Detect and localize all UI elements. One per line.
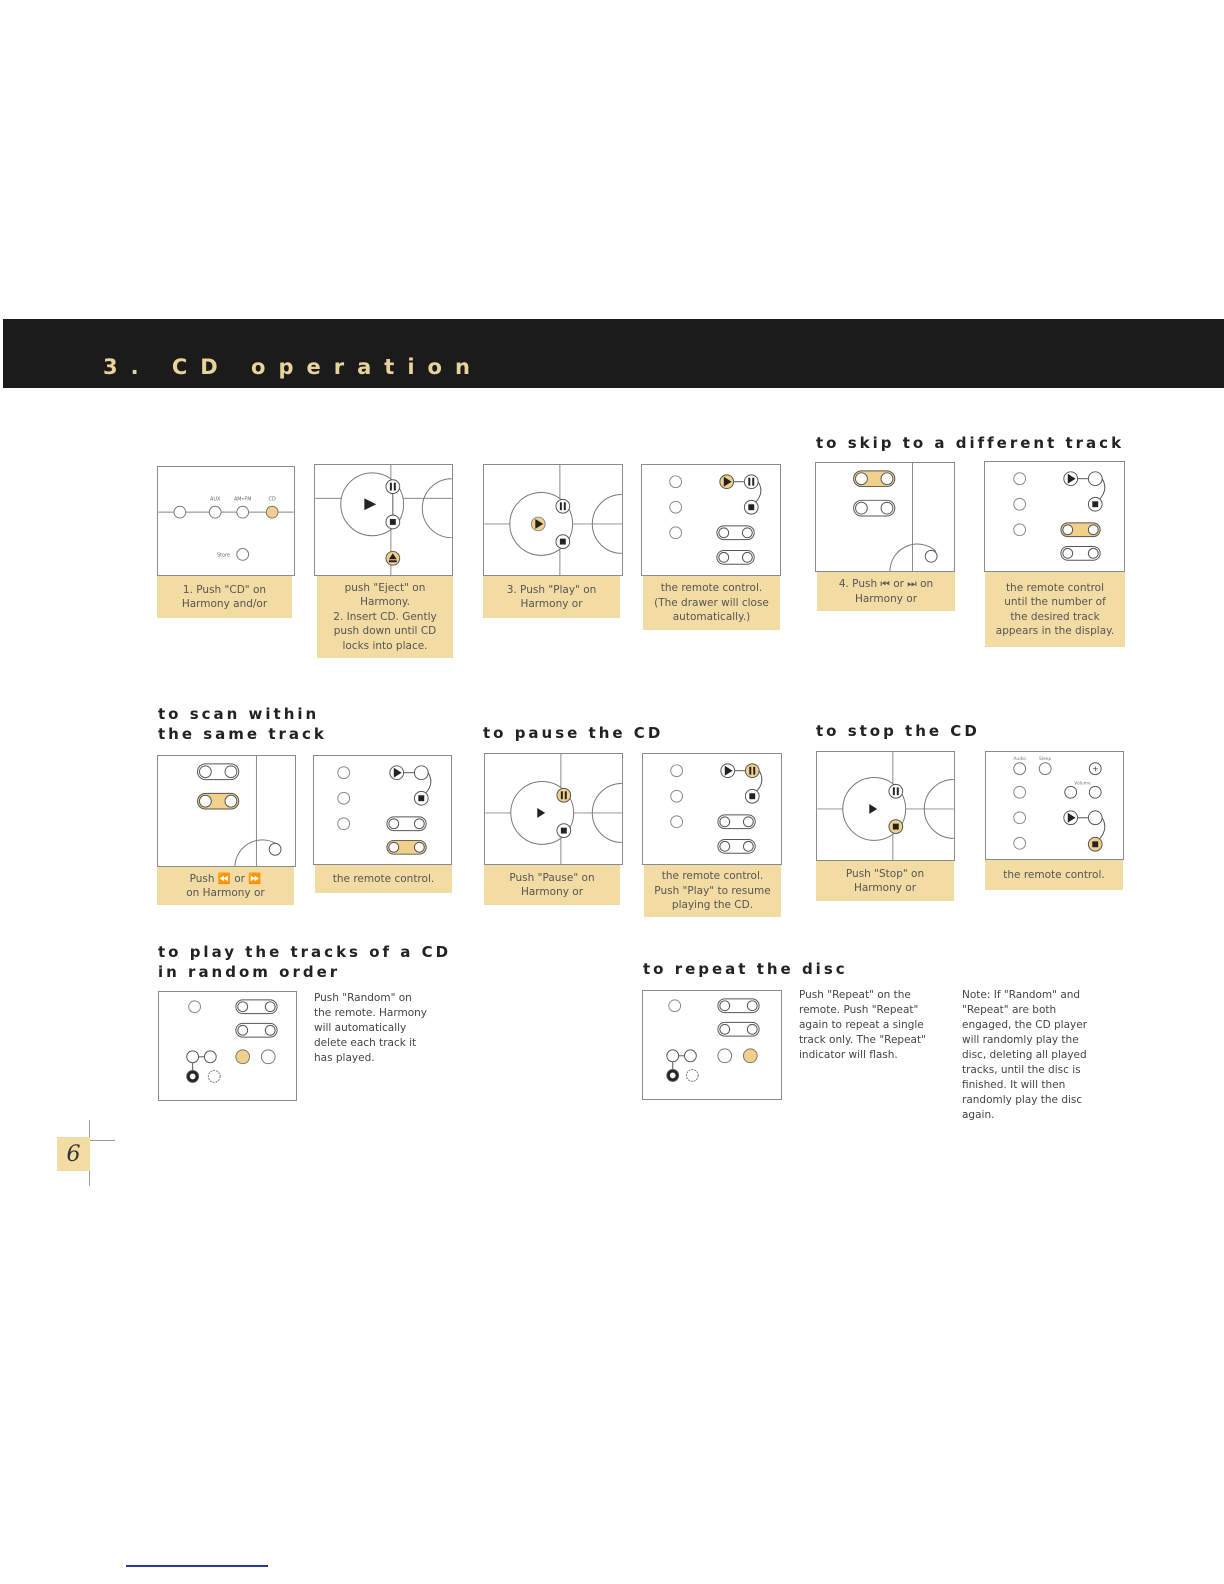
heading-scan-line2: the same track — [158, 725, 327, 743]
diagram-play — [483, 464, 623, 576]
label-aux: AUX — [210, 496, 221, 503]
diagram-remote-skip — [984, 461, 1125, 572]
svg-text:+: + — [1091, 764, 1099, 774]
caption-eject-insert: push "Eject" on Harmony. 2. Insert CD. Gently push down until CD locks into place. — [317, 576, 453, 658]
label-amfm: AM•FM — [233, 496, 252, 503]
diagram-remote-pause — [642, 753, 782, 865]
heading-pause: to pause the CD — [483, 724, 664, 742]
label-volume: Volume — [1074, 781, 1091, 787]
caption-remote-drawer: the remote control. (The drawer will close automatically.) — [643, 576, 780, 630]
caption-push-scan: Push ⏪ or ⏩ on Harmony or — [157, 867, 294, 905]
diagram-remote-scan — [313, 755, 452, 865]
diagram-remote-play — [641, 464, 781, 576]
label-sleep: Sleep — [1039, 756, 1052, 762]
text-note: Note: If "Random" and "Repeat" are both engaged, the CD player will randomly play the disc, deleting all played tracks, until the disc is finished. It will then randomly play the disc again. — [962, 989, 1088, 1121]
diagram-skip-harmony — [815, 462, 955, 572]
caption-remote-skip: the remote control until the number of the desired track appears in the display. — [985, 572, 1125, 647]
caption-push-pause: Push "Pause" on Harmony or — [484, 865, 620, 905]
heading-skip: to skip to a different track — [816, 434, 1125, 452]
caption-push-cd: 1. Push "CD" on Harmony and/or — [157, 576, 292, 618]
section-banner — [3, 319, 1224, 388]
caption-push-play: 3. Push "Play" on Harmony or — [483, 576, 620, 618]
diagram-stop-harmony — [816, 751, 955, 861]
page-number: 6 — [57, 1137, 90, 1171]
heading-random-line2: in random order — [158, 963, 341, 981]
diagram-pause-harmony — [484, 753, 623, 865]
heading-stop: to stop the CD — [816, 722, 980, 740]
diagram-eject — [314, 464, 453, 576]
bottom-rule — [126, 1565, 268, 1567]
crop-mark-horizontal — [89, 1140, 115, 1141]
section-title: 3. CD operation — [103, 355, 483, 379]
text-repeat-instructions: Push "Repeat" on the remote. Push "Repeat" again to repeat a single track only. The "Repeat" indicator will flash. — [799, 989, 926, 1061]
label-cd: CD — [268, 496, 276, 503]
diagram-source-buttons — [157, 466, 295, 576]
caption-push-stop: Push "Stop" on Harmony or — [816, 861, 954, 901]
caption-remote-pause: the remote control. Push "Play" to resume playing the CD. — [644, 865, 781, 917]
caption-push-skip: 4. Push ⏮ or ⏭ on Harmony or — [817, 572, 955, 611]
diagram-remote-random — [158, 991, 297, 1101]
heading-repeat: to repeat the disc — [643, 960, 848, 978]
diagram-remote-repeat — [642, 990, 782, 1100]
label-store: Store — [216, 552, 230, 559]
diagram-scan-harmony — [157, 755, 296, 867]
caption-remote-stop: the remote control. — [985, 860, 1123, 890]
label-audio: Audio — [1013, 756, 1026, 762]
text-random-instructions: Push "Random" on the remote. Harmony will automatically delete each track it has played. — [314, 992, 428, 1064]
caption-remote-scan: the remote control. — [315, 865, 452, 893]
heading-random-line1: to play the tracks of a CD — [158, 943, 452, 961]
diagram-remote-stop — [985, 751, 1124, 860]
heading-scan-line1: to scan within — [158, 705, 320, 723]
